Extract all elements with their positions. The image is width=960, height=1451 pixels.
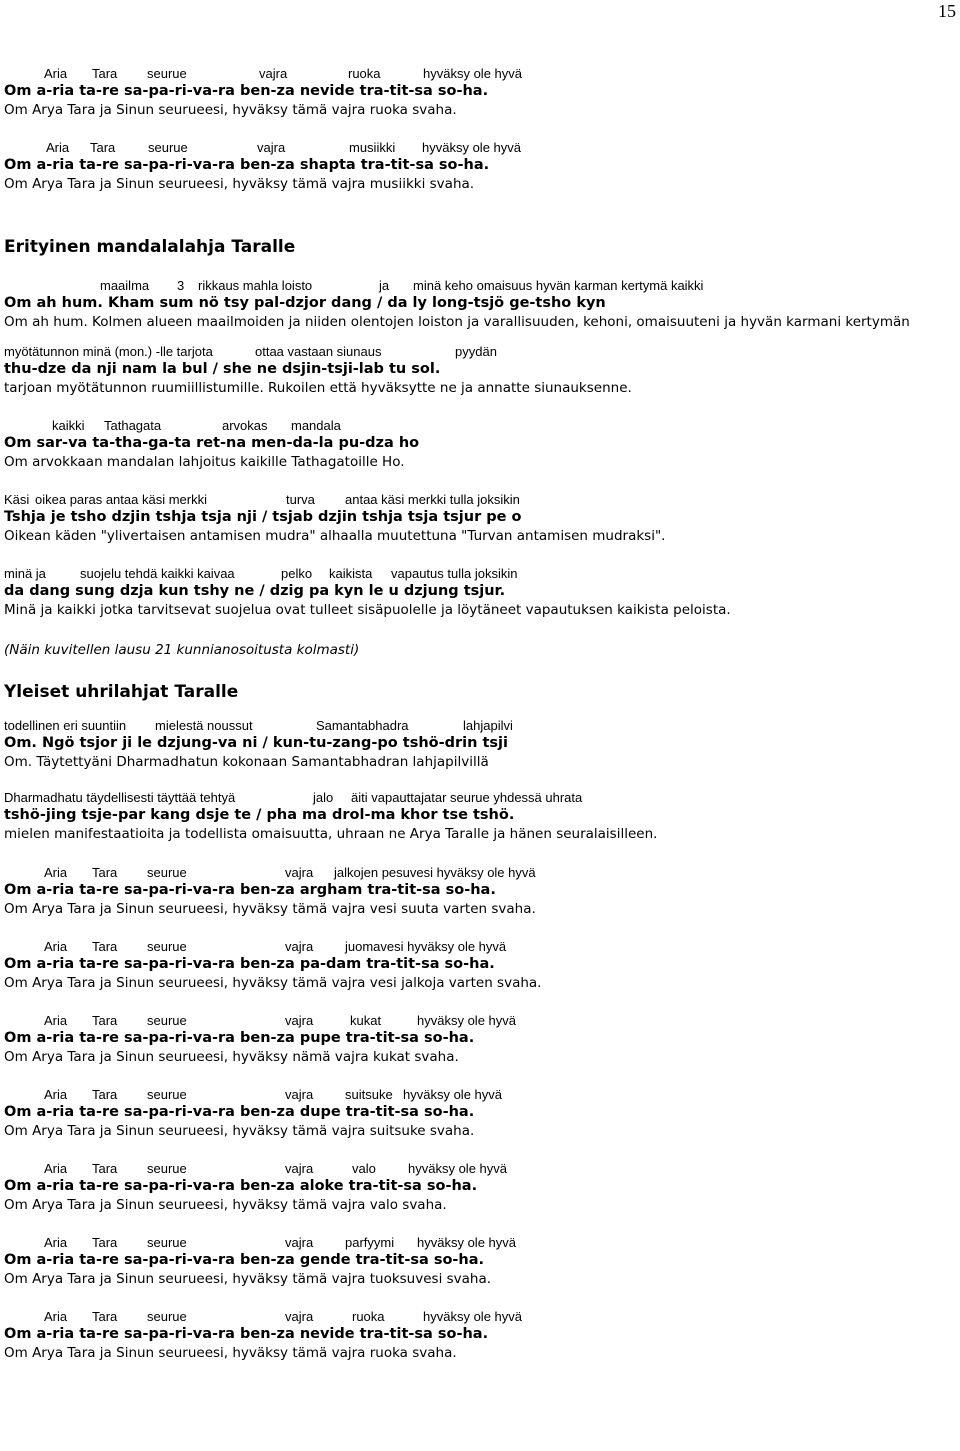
section-heading-mandala: Erityinen mandalalahja Taralle <box>4 237 296 257</box>
gloss-word: kaikista <box>329 566 373 581</box>
gloss-line <box>4 140 954 156</box>
gloss-word: seurue <box>147 1013 187 1028</box>
gloss-word: vajra <box>259 66 288 81</box>
gloss-word: hyväksy ole hyvä <box>417 1235 516 1250</box>
gloss-word: Tara <box>92 1161 118 1176</box>
gloss-line <box>4 1235 954 1251</box>
gloss-word: seurue <box>147 865 187 880</box>
gloss-word: mielestä noussut <box>155 718 253 733</box>
tibetan-line: thu-dze da nji nam la bul / she ne dsjin-tsji-lab tu sol. <box>4 361 441 377</box>
gloss-word: kukat <box>350 1013 382 1028</box>
tibetan-line <box>4 294 954 313</box>
gloss-word: maailma <box>100 278 150 293</box>
gloss-word: hyväksy ole hyvä <box>408 1161 507 1176</box>
gloss-word: Tathagata <box>104 418 162 433</box>
tibetan-line: Om a-ria ta-re sa-pa-ri-va-ra ben-za gende tra-tit-sa so-ha. <box>4 1252 485 1268</box>
gloss-word: seurue <box>147 939 187 954</box>
page-number: 15 <box>938 1 956 21</box>
gloss-word: hyväksy ole hyvä <box>403 1087 502 1102</box>
gloss-word: Aria <box>44 1161 68 1176</box>
tibetan-line: Om. Ngö tsjor ji le dzjung-va ni / kun-tu-zang-po tshö-drin tsji <box>4 735 509 751</box>
translation-line: Om arvokkaan mandalan lahjoitus kaikille Tathagatoille Ho. <box>4 454 405 470</box>
offering-block-music <box>4 140 954 194</box>
gloss-word: suojelu tehdä kaikki kaivaa <box>80 566 235 581</box>
gloss-word: lahjapilvi <box>463 718 513 733</box>
gloss-word: Aria <box>44 1087 68 1102</box>
gloss-word: pelko <box>281 566 313 581</box>
gloss-line <box>4 566 954 582</box>
translation-line: Om Arya Tara ja Sinun seurueesi, hyväksy tämä vajra valo svaha. <box>4 1197 447 1213</box>
gloss-line <box>4 1161 954 1177</box>
translation-line: mielen manifestaatioita ja todellista omaisuutta, uhraan ne Arya Taralle ja hänen seuralaisilleen. <box>4 826 658 842</box>
gloss-word: Dharmadhatu täydellisesti täyttää tehtyä <box>4 790 236 805</box>
translation-line: Minä ja kaikki jotka tarvitsevat suojelua ovat tulleet sisäpuolelle ja löytäneet vapautuksen kaikista peloista. <box>4 602 731 618</box>
tibetan-line: Om a-ria ta-re sa-pa-ri-va-ra ben-za nevide tra-tit-sa so-ha. <box>4 83 489 99</box>
general-offering-block-1 <box>4 718 954 772</box>
gloss-word: Käsi <box>4 492 30 507</box>
gloss-word: vajra <box>285 1309 314 1324</box>
mandala-block-1 <box>4 278 954 332</box>
gloss-word: jalo <box>313 790 334 805</box>
gloss-word: seurue <box>147 66 187 81</box>
translation-line: Om Arya Tara ja Sinun seurueesi, hyväksy tämä vajra ruoka svaha. <box>4 1345 457 1361</box>
gloss-line <box>4 418 954 434</box>
gloss-word: ja <box>379 278 390 293</box>
gloss-word: Aria <box>44 1309 68 1324</box>
tibetan-line: Om a-ria ta-re sa-pa-ri-va-ra ben-za argham tra-tit-sa so-ha. <box>4 882 496 898</box>
gloss-line <box>4 1087 954 1103</box>
tibetan-line: Om a-ria ta-re sa-pa-ri-va-ra ben-za shapta tra-tit-sa so-ha. <box>4 157 490 173</box>
gloss-word: ruoka <box>352 1309 385 1324</box>
translation-line: Om Arya Tara ja Sinun seurueesi, hyväksy tämä vajra ruoka svaha. <box>4 102 457 118</box>
gloss-line <box>4 492 954 508</box>
gloss-word: vajra <box>285 865 314 880</box>
mandala-block-3 <box>4 418 954 472</box>
gloss-word: Tara <box>92 865 118 880</box>
gloss-word: antaa käsi merkki tulla joksikin <box>345 492 520 507</box>
gloss-word: Aria <box>46 140 70 155</box>
gloss-line <box>4 66 954 82</box>
offering-block <box>4 865 954 919</box>
gloss-word: seurue <box>147 1161 187 1176</box>
gloss-word: myötätunnon minä (mon.) -lle tarjota <box>4 344 213 359</box>
gloss-word: valo <box>352 1161 376 1176</box>
translation-line: Om Arya Tara ja Sinun seurueesi, hyväksy tämä vajra tuoksuvesi svaha. <box>4 1271 492 1287</box>
gloss-word: Aria <box>44 939 68 954</box>
gloss-word: suitsuke <box>345 1087 393 1102</box>
tibetan-line: tshö-jing tsje-par kang dsje te / pha ma drol-ma khor tse tshö. <box>4 807 515 823</box>
gloss-word: jalkojen pesuvesi hyväksy ole hyvä <box>334 865 536 880</box>
gloss-word: hyväksy ole hyvä <box>423 1309 522 1324</box>
gloss-word: minä keho omaisuus hyvän karman kertymä kaikki <box>413 278 704 293</box>
gloss-word: seurue <box>147 1235 187 1250</box>
gloss-word: vajra <box>285 1235 314 1250</box>
gloss-word: hyväksy ole hyvä <box>423 66 522 81</box>
gloss-word: Aria <box>44 1235 68 1250</box>
gloss-line <box>4 718 954 734</box>
offering-block <box>4 1087 954 1141</box>
tibetan-line: Om a-ria ta-re sa-pa-ri-va-ra ben-za pa-dam tra-tit-sa so-ha. <box>4 956 495 972</box>
gloss-word: Aria <box>44 865 68 880</box>
gloss-word: vajra <box>285 1013 314 1028</box>
translation-line: Om Arya Tara ja Sinun seurueesi, hyväksy tämä vajra suitsuke svaha. <box>4 1123 475 1139</box>
gloss-word: hyväksy ole hyvä <box>422 140 521 155</box>
gloss-word: Aria <box>44 66 68 81</box>
gloss-line <box>4 278 954 294</box>
gloss-word: vajra <box>285 1161 314 1176</box>
translation-line: Om. Täytettyäni Dharmadhatun kokonaan Samantabhadran lahjapilvillä <box>4 754 489 770</box>
gloss-word: seurue <box>147 1087 187 1102</box>
offering-block-food-top <box>4 66 954 120</box>
gloss-word: vapautus tulla joksikin <box>391 566 518 581</box>
offering-block <box>4 1309 954 1363</box>
gloss-word: 3 <box>177 278 185 293</box>
gloss-word: rikkaus mahla loisto <box>198 278 313 293</box>
gloss-word: oikea paras antaa käsi merkki <box>35 492 207 507</box>
gloss-word: Tara <box>90 140 116 155</box>
offering-list <box>4 865 954 1363</box>
translation-line: Oikean käden "ylivertaisen antamisen mudra" alhaalla muutettuna "Turvan antamisen mudraksi". <box>4 528 666 544</box>
gloss-line <box>4 790 954 806</box>
tibetan-line: Om a-ria ta-re sa-pa-ri-va-ra ben-za aloke tra-tit-sa so-ha. <box>4 1178 478 1194</box>
gloss-word: kaikki <box>52 418 85 433</box>
gloss-line <box>4 1309 954 1325</box>
instruction-note: (Näin kuvitellen lausu 21 kunnianosoitusta kolmasti) <box>4 642 360 658</box>
gloss-word: hyväksy ole hyvä <box>417 1013 516 1028</box>
offering-block <box>4 1013 954 1067</box>
gloss-word: pyydän <box>455 344 497 359</box>
gloss-word: Tara <box>92 1013 118 1028</box>
tibetan-text: Kham sum nö tsy pal-dzjor dang / da ly long-tsjö ge-tsho kyn <box>107 295 606 311</box>
gloss-line <box>4 939 954 955</box>
translation-line: Om Arya Tara ja Sinun seurueesi, hyväksy tämä vajra vesi suuta varten svaha. <box>4 901 536 917</box>
gloss-word: Tara <box>92 1235 118 1250</box>
section-heading-offerings: Yleiset uhrilahjat Taralle <box>4 682 239 702</box>
mandala-block-2 <box>4 344 954 398</box>
tibetan-line: Om sar-va ta-tha-ga-ta ret-na men-da-la pu-dza ho <box>4 435 420 451</box>
general-offering-block-2 <box>4 790 954 844</box>
gloss-word: seurue <box>147 1309 187 1324</box>
mandala-block-4 <box>4 492 954 546</box>
offering-block <box>4 1161 954 1215</box>
translation-line: tarjoan myötätunnon ruumiillistumille. Rukoilen että hyväksytte ne ja annatte siunauksenne. <box>4 380 632 396</box>
gloss-word: todellinen eri suuntiin <box>4 718 127 733</box>
tibetan-line: Om a-ria ta-re sa-pa-ri-va-ra ben-za pupe tra-tit-sa so-ha. <box>4 1030 475 1046</box>
gloss-word: Aria <box>44 1013 68 1028</box>
mandala-block-5 <box>4 566 954 620</box>
tibetan-line: Om a-ria ta-re sa-pa-ri-va-ra ben-za dupe tra-tit-sa so-ha. <box>4 1104 475 1120</box>
gloss-word: Samantabhadra <box>316 718 409 733</box>
gloss-word: turva <box>286 492 315 507</box>
gloss-word: Tara <box>92 1087 118 1102</box>
translation-line: Om Arya Tara ja Sinun seurueesi, hyväksy nämä vajra kukat svaha. <box>4 1049 459 1065</box>
tibetan-prefix: Om ah hum. <box>4 295 108 311</box>
gloss-line <box>4 865 954 881</box>
gloss-word: musiikki <box>349 140 396 155</box>
gloss-word: ottaa vastaan siunaus <box>255 344 382 359</box>
gloss-word: seurue <box>148 140 188 155</box>
translation-line: Om Arya Tara ja Sinun seurueesi, hyväksy tämä vajra vesi jalkoja varten svaha. <box>4 975 542 991</box>
gloss-word: vajra <box>285 939 314 954</box>
translation-line: Om ah hum. Kolmen alueen maailmoiden ja niiden olentojen loiston ja varallisuuden, kehoni, omaisuuteni ja hyvän karmani kertymän <box>4 314 910 330</box>
gloss-line <box>4 344 954 360</box>
gloss-word: arvokas <box>222 418 268 433</box>
gloss-word: vajra <box>257 140 286 155</box>
gloss-line <box>4 1013 954 1029</box>
document-body <box>4 66 954 1363</box>
gloss-word: vajra <box>285 1087 314 1102</box>
offering-block <box>4 939 954 993</box>
tibetan-line: Tshja je tsho dzjin tshja tsja nji / tsjab dzjin tshja tsja tsjur pe o <box>4 509 522 525</box>
gloss-word: mandala <box>291 418 341 433</box>
translation-line: Om Arya Tara ja Sinun seurueesi, hyväksy tämä vajra musiikki svaha. <box>4 176 475 192</box>
gloss-word: Tara <box>92 1309 118 1324</box>
gloss-word: Tara <box>92 66 118 81</box>
tibetan-line: da dang sung dzja kun tshy ne / dzig pa kyn le u dzjung tsjur. <box>4 583 506 599</box>
offering-block <box>4 1235 954 1289</box>
gloss-word: parfyymi <box>345 1235 395 1250</box>
tibetan-line: Om a-ria ta-re sa-pa-ri-va-ra ben-za nevide tra-tit-sa so-ha. <box>4 1326 489 1342</box>
gloss-word: Tara <box>92 939 118 954</box>
gloss-word: äiti vapauttajatar seurue yhdessä uhrata <box>351 790 583 805</box>
gloss-word: ruoka <box>348 66 381 81</box>
gloss-word: juomavesi hyväksy ole hyvä <box>345 939 507 954</box>
gloss-word: minä ja <box>4 566 46 581</box>
